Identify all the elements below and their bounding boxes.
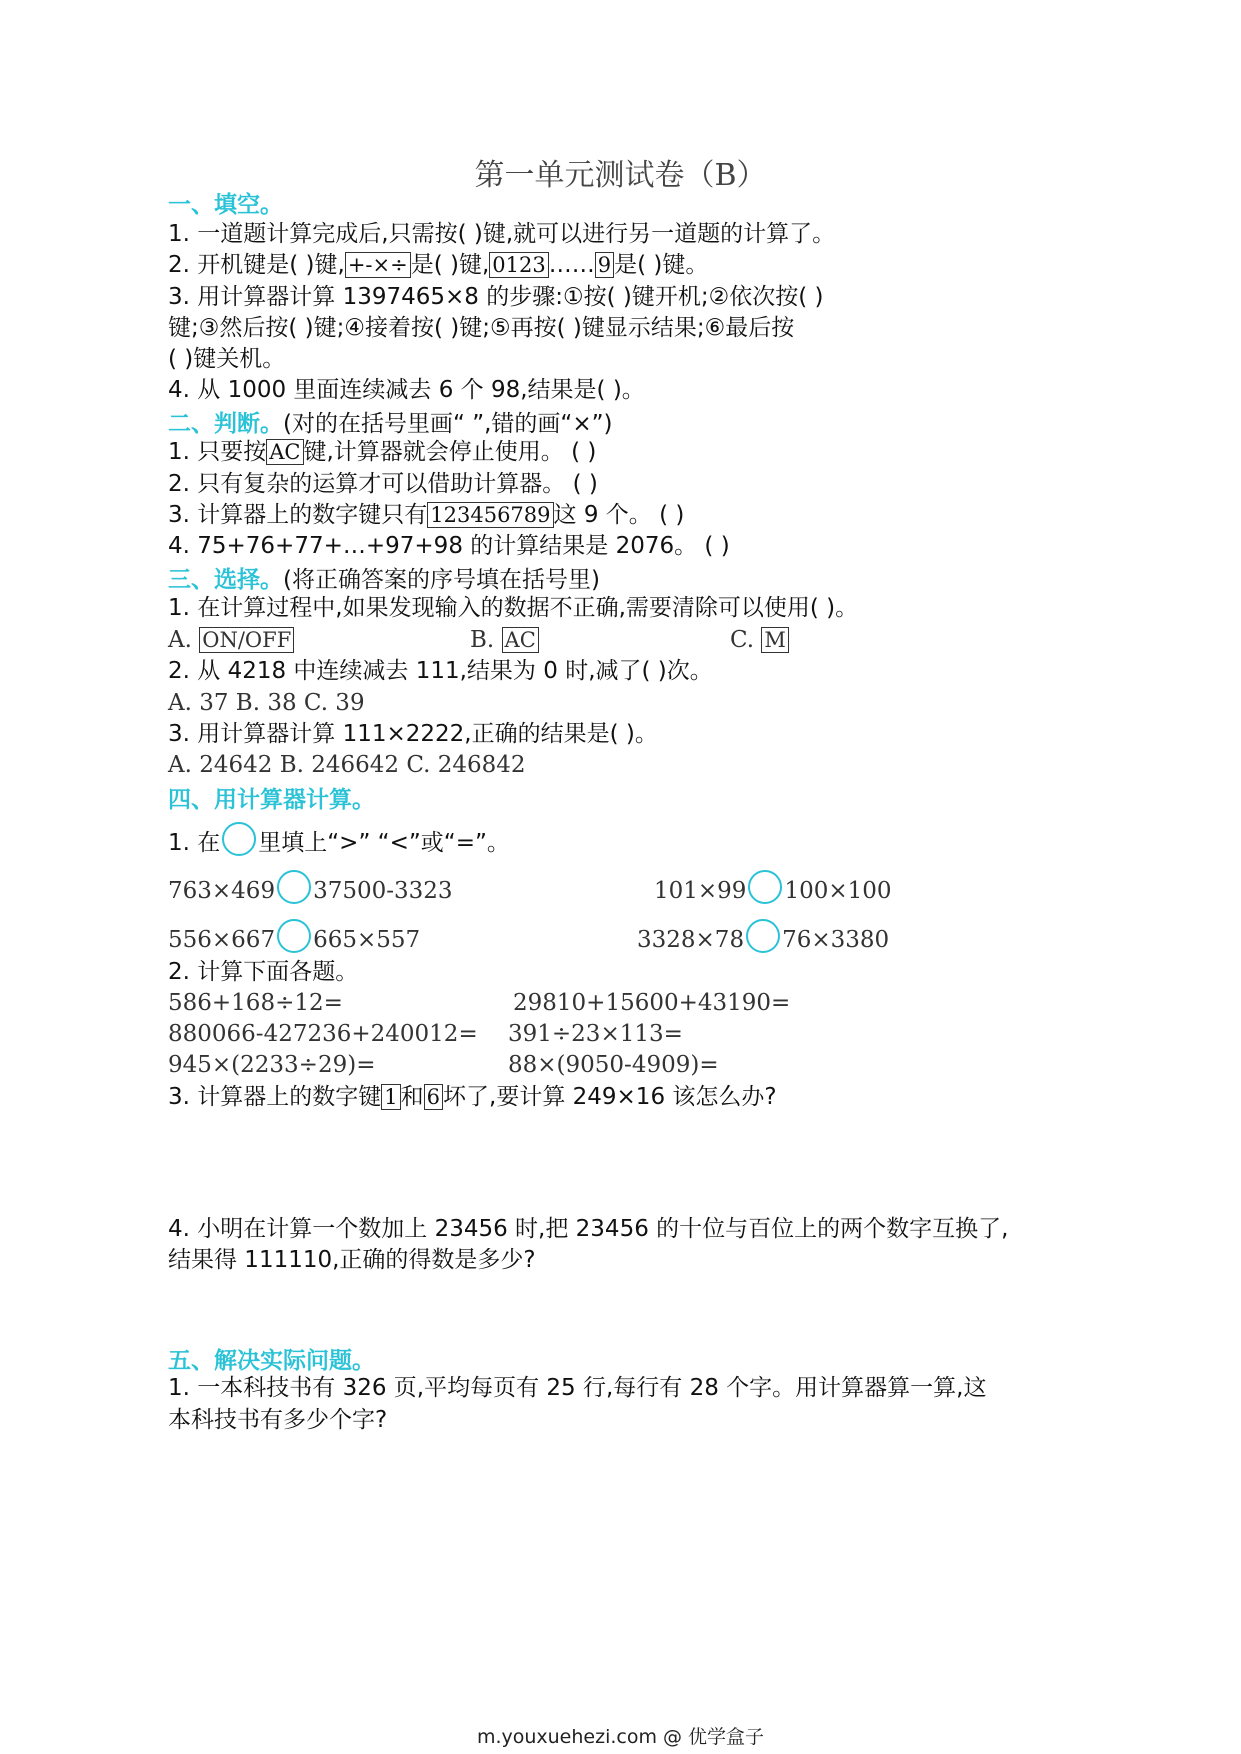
s1-question-3-line-3: ( )键关机。 bbox=[168, 346, 286, 372]
section-1-heading: 一、填空。 bbox=[168, 192, 283, 218]
calc-expression: 29810+15600+43190= bbox=[513, 990, 791, 1016]
s1-question-1: 1. 一道题计算完成后,只需按( )键,就可以进行另一道题的计算了。 bbox=[168, 221, 836, 247]
section-2-heading bbox=[168, 405, 613, 438]
section-2-title: 二、判断。 bbox=[168, 411, 283, 437]
s1-q2-part-d: 是( )键。 bbox=[614, 252, 709, 278]
digit-keys: 0123 bbox=[489, 252, 548, 278]
s1-q2-part-a: 2. 开机键是( )键, bbox=[168, 252, 345, 278]
s4-q3-part-b: 坏了,要计算 249×16 该怎么办? bbox=[443, 1084, 777, 1110]
s5-question-1-line-1: 1. 一本科技书有 326 页,平均每页有 25 行,每行有 28 个字。用计算器算一算,这 bbox=[168, 1375, 987, 1401]
s3-question-3: 3. 用计算器计算 111×2222,正确的结果是( )。 bbox=[168, 721, 658, 747]
s2-question-3 bbox=[168, 499, 684, 531]
s1-q2-part-b: 是( )键, bbox=[410, 252, 490, 278]
memory-key: M bbox=[761, 627, 789, 653]
s4-q1-part-b: 里填上“>” “<”或“=”。 bbox=[258, 830, 510, 856]
s1-question-2 bbox=[168, 249, 708, 281]
page-title: 第一单元测试卷（B） bbox=[474, 158, 767, 193]
compare-row-2-left bbox=[168, 919, 420, 956]
compare-circle-icon bbox=[746, 919, 780, 953]
option-a-label: A. bbox=[168, 627, 192, 653]
option-b-label: B. bbox=[470, 627, 495, 653]
s3-q2-options: A. 37 B. 38 C. 39 bbox=[168, 690, 365, 716]
section-4-heading: 四、用计算器计算。 bbox=[168, 787, 375, 813]
digit-six-key: 6 bbox=[424, 1084, 443, 1110]
s3-q1-option-c bbox=[730, 624, 789, 656]
s1-question-3-line-2: 键;③然后按( )键;④接着按( )键;⑤再按( )键显示结果;⑥最后按 bbox=[168, 315, 795, 341]
section-5-heading: 五、解决实际问题。 bbox=[168, 1348, 375, 1374]
compare-expr: 556×667 bbox=[168, 927, 276, 953]
calc-expression: 88×(9050-4909)= bbox=[508, 1052, 719, 1078]
footer-watermark[interactable]: m.youxuehezi.com @ 优学盒子 bbox=[476, 1726, 765, 1748]
digit-one-key: 1 bbox=[381, 1084, 400, 1110]
s4-question-1 bbox=[168, 822, 510, 859]
s5-question-1-line-2: 本科技书有多少个字? bbox=[168, 1407, 388, 1433]
section-3-note: (将正确答案的序号填在括号里) bbox=[283, 567, 600, 593]
ac-key-option: AC bbox=[502, 627, 539, 653]
compare-row-2-right bbox=[637, 919, 889, 956]
s2-q1-part-b: 键,计算器就会停止使用。 ( ) bbox=[303, 439, 597, 465]
calc-expression: 945×(2233÷29)= bbox=[168, 1052, 376, 1078]
s3-question-1: 1. 在计算过程中,如果发现输入的数据不正确,需要清除可以使用( )。 bbox=[168, 595, 859, 621]
section-3-heading bbox=[168, 561, 600, 594]
calc-expression: 880066-427236+240012= bbox=[168, 1021, 478, 1047]
s4-q1-part-a: 1. 在 bbox=[168, 830, 221, 856]
compare-expr: 101×99 bbox=[654, 878, 747, 904]
s2-question-1 bbox=[168, 436, 596, 468]
digit-nine-key: 9 bbox=[595, 252, 614, 278]
number-keys: 123456789 bbox=[427, 502, 553, 528]
compare-expr: 76×3380 bbox=[782, 927, 890, 953]
s2-q3-part-b: 这 9 个。 ( ) bbox=[553, 502, 685, 528]
s4-question-3 bbox=[168, 1081, 777, 1113]
compare-row-1-right bbox=[654, 870, 892, 907]
option-c-label: C. bbox=[730, 627, 755, 653]
s2-q1-part-a: 1. 只要按 bbox=[168, 439, 267, 465]
ac-key: AC bbox=[266, 439, 303, 465]
compare-circle-icon bbox=[748, 870, 782, 904]
compare-circle-icon bbox=[277, 870, 311, 904]
compare-row-1-left bbox=[168, 870, 453, 907]
s4-question-2: 2. 计算下面各题。 bbox=[168, 959, 359, 985]
s3-q3-options: A. 24642 B. 246642 C. 246842 bbox=[168, 752, 526, 778]
s2-question-2: 2. 只有复杂的运算才可以借助计算器。 ( ) bbox=[168, 471, 598, 497]
s3-question-2: 2. 从 4218 中连续减去 111,结果为 0 时,减了( )次。 bbox=[168, 658, 713, 684]
s1-question-3-line-1: 3. 用计算器计算 1397465×8 的步骤:①按( )键开机;②依次按( ) bbox=[168, 284, 824, 310]
on-off-key: ON/OFF bbox=[199, 627, 294, 653]
s4-question-4-line-2: 结果得 111110,正确的得数是多少? bbox=[168, 1247, 536, 1273]
compare-expr: 763×469 bbox=[168, 878, 276, 904]
s3-q1-option-a bbox=[168, 624, 294, 656]
compare-circle-icon bbox=[277, 919, 311, 953]
section-2-note: (对的在括号里画“ ”,错的画“×”) bbox=[283, 411, 613, 437]
calc-expression: 391÷23×113= bbox=[508, 1021, 683, 1047]
compare-expr: 3328×78 bbox=[637, 927, 745, 953]
s1-question-4: 4. 从 1000 里面连续减去 6 个 98,结果是( )。 bbox=[168, 377, 645, 403]
compare-expr: 37500-3323 bbox=[313, 878, 453, 904]
operator-keys: +-×÷ bbox=[345, 252, 411, 278]
s2-q3-part-a: 3. 计算器上的数字键只有 bbox=[168, 502, 428, 528]
s1-q2-part-c: …… bbox=[548, 252, 595, 278]
compare-expr: 665×557 bbox=[313, 927, 421, 953]
blank-circle-icon bbox=[222, 822, 256, 856]
s2-question-4: 4. 75+76+77+…+97+98 的计算结果是 2076。 ( ) bbox=[168, 533, 730, 559]
calc-expression: 586+168÷12= bbox=[168, 990, 343, 1016]
compare-expr: 100×100 bbox=[784, 878, 892, 904]
s4-q3-part-a: 3. 计算器上的数字键 bbox=[168, 1084, 382, 1110]
s4-question-4-line-1: 4. 小明在计算一个数加上 23456 时,把 23456 的十位与百位上的两个数字互换了, bbox=[168, 1216, 1009, 1242]
s4-q3-mid: 和 bbox=[400, 1084, 424, 1110]
section-3-title: 三、选择。 bbox=[168, 567, 283, 593]
s3-q1-option-b bbox=[470, 624, 539, 656]
